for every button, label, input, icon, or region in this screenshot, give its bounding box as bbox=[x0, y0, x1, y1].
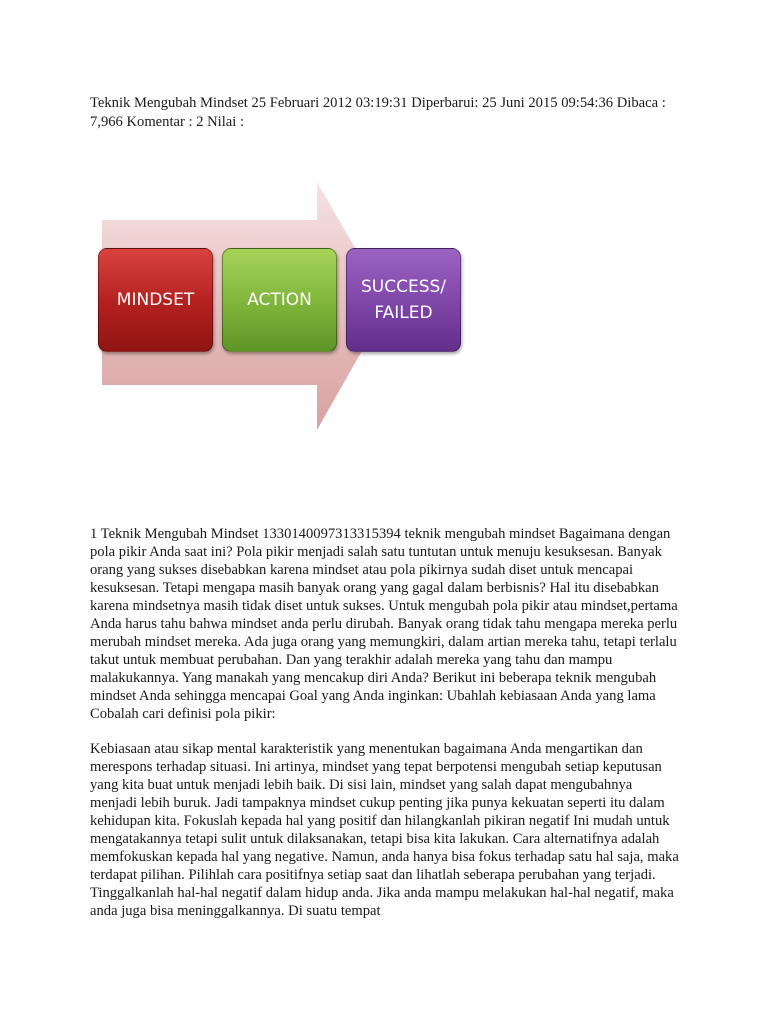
article-header: Teknik Mengubah Mindset 25 Februari 2012 03:19:31 Diperbarui: 25 Juni 2015 09:54:36 Dibaca : 7,966 Komentar : 2 Nilai : bbox=[90, 95, 666, 130]
mindset-diagram bbox=[92, 180, 472, 435]
action-box: ACTION bbox=[222, 248, 337, 352]
paragraph-2: Kebiasaan atau sikap mental karakteristik yang menentukan bagaimana Anda mengartikan dan merespons terhadap situasi. Ini artinya, mindset yang tepat berpotensi mengubah setiap keputusan yang kita buat untuk menjadi lebih baik. Di sisi lain, mindset yang salah dapat mengubahnya menjadi lebih buruk. Jadi tampaknya mindset cukup penting jika punya kekuatan seperti itu dalam kehidupan kita. Fokuslah kepada hal yang positif dan hilangkanlah pikiran negatif Ini mudah untuk mengatakannya tetapi sulit untuk dilaksanakan, tetapi bisa kita lakukan. Cara alternatifnya adalah memfokuskan kepada hal yang negative. Namun, anda hanya bisa fokus terhadap satu hal saja, maka terdapat pilihan. Pilihlah cara positifnya setiap saat dan lihatlah seberapa perubahan yang terjadi. Tinggalkanlah hal-hal negatif dalam hidup anda. Jika anda mampu melakukan hal-hal negatif, maka anda juga bisa meninggalkannya. Di suatu tempat bbox=[90, 741, 679, 919]
success-failed-box: SUCCESS/ FAILED bbox=[346, 248, 461, 352]
paragraph-1: 1 Teknik Mengubah Mindset 1330140097313315394 teknik mengubah mindset Bagaimana dengan pola pikir Anda saat ini? Pola pikir menjadi salah satu tuntutan untuk menuju kesuksesan. Banyak orang yang sukses disebabkan karena mindset atau pola pikirnya sudah diset untuk mencapai kesuksesan. Tetapi mengapa masih banyak orang yang gagal dalam berbisnis? Hal itu disebabkan karena mindsetnya masih tidak diset untuk sukses. Untuk mengubah pola pikir atau mindset,pertama Anda harus tahu bahwa mindset anda perlu dirubah. Banyak orang tidak tahu mengapa mereka perlu merubah mindset mereka. Ada juga orang yang memungkiri, dalam artian mereka tahu, tetapi terlalu takut untuk membuat perubahan. Dan yang terakhir adalah mereka yang tahu dan mampu malakukannya. Yang manakah yang mencakup diri Anda? Berikut ini beberapa teknik mengubah mindset Anda sehingga mencapai Goal yang Anda inginkan: Ubahlah kebiasaan Anda yang lama Cobalah cari definisi pola pikir: bbox=[90, 526, 678, 722]
mindset-box: MINDSET bbox=[98, 248, 213, 352]
